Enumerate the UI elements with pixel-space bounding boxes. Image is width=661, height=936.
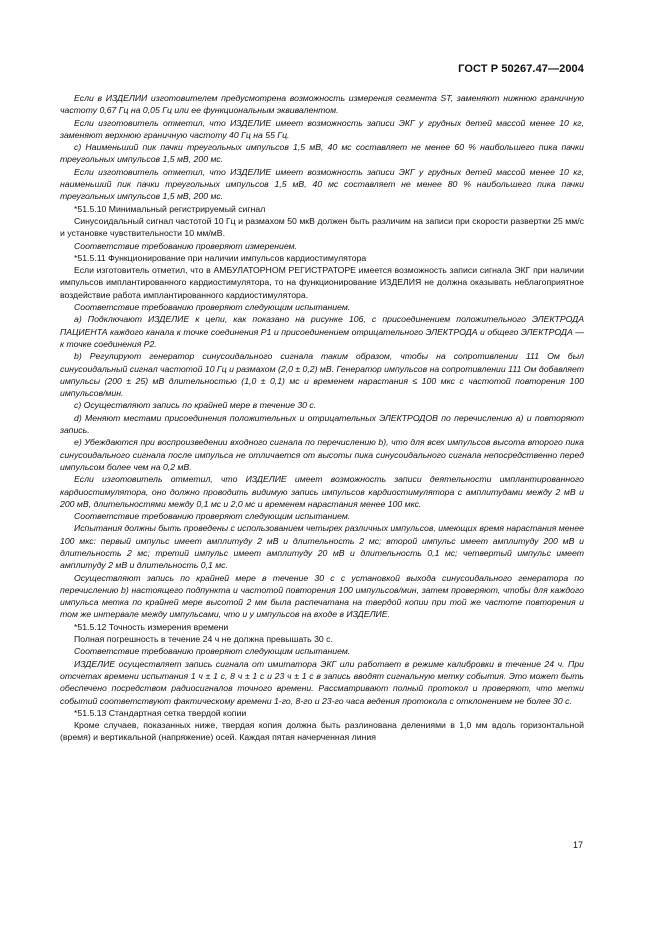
paragraph: d) Меняют местами присоединения положительных и отрицательных ЭЛЕКТРОДОВ по перечислению а) и повторяют запись. <box>60 412 584 436</box>
paragraph: Испытания должны быть проведены с использованием четырех различных импульсов, имеющих время нарастания менее 100 мкс: первый импульс имеет амплитуду 2 мВ и длительность 2 мс; второй импульс имеет амплитуду 200 мВ и длительность 2 мс; третий импульс имеет амплитуду 20 мВ и длительность 0,1 мс; четвертый импульс имеет амплитуду 2 мВ и длительность 0,1 мс. <box>60 523 584 571</box>
paragraph: с) Осуществляют запись по крайней мере в течение 30 с. <box>74 400 317 411</box>
paragraph: Если изготовитель отметил, что в АМБУЛАТОРНОМ РЕГИСТРАТОРЕ имеется возможность записи сигнала ЭКГ при наличии импульсов имплантированного кардиостимулятора, то на функционирование ИЗДЕЛИЯ не должна оказывать неблагоприятное воздействие работа имплантированного кардиостимулятора. <box>60 265 584 300</box>
document-header: ГОСТ Р 50267.47—2004 <box>458 63 584 75</box>
clause-heading: *51.5.13 Стандартная сетка твердой копии <box>74 707 247 718</box>
paragraph: Осуществляют запись по крайней мере в течение 30 с с установкой выхода синусоидального генератора по перечислению b) настоящего подпункта и частотой повторения 100 импульсов/мин, затем проверяют, чтобы для каждого импульса метка по крайней мере высотой 2 мм была распечатана на твердой копии при той же частоте повторения и том же интервале между импульсами, что и у импульсов на входе в ИЗДЕЛИЕ. <box>60 572 584 620</box>
paragraph: а) Подключают ИЗДЕЛИЕ к цепи, как показано на рисунке 106, с присоединением положительного ЭЛЕКТРОДА ПАЦИЕНТА каждого канала к точке соединения Р1 и присоединением отрицательного ЭЛЕКТРОДА и общего ЭЛЕКТРОДА — к точке соединения Р2. <box>60 314 584 349</box>
paragraph: Соответствие требованию проверяют следующим испытанием. <box>74 302 351 313</box>
clause-heading: *51.5.10 Минимальный регистрируемый сигнал <box>74 203 266 214</box>
paragraph: Если изготовитель отметил, что ИЗДЕЛИЕ имеет возможность записи ЭКГ у грудных детей массой менее 10 кг, наименьший пик пачки треугольных импульсов 1,5 мВ, 40 мс составляет не менее 80 % наибольшего пика пачки треугольных импульсов 1,5 мВ, 200 мс. <box>60 166 584 202</box>
paragraph: ИЗДЕЛИЕ осуществляет запись сигнала от имитатора ЭКГ или работает в режиме калибровки в течение 24 ч. При отсчетах времени испытания 1 ч ± 1 с, 8 ч ± 1 с и 23 ч ± 1 с в запись вводят сигнальную метку события. Это может быть обеспечено посредством радиосигналов точного времени. Рассматривают полный протокол и проверяют, что метки событий соответствуют фактическому времени 1-го, 8-го и 23-го часа ведения протокола с отклонением не более 30 с. <box>60 658 584 706</box>
paragraph: с) Наименьший пик пачки треугольных импульсов 1,5 мВ, 40 мс составляет не менее 60 % наибольшего пика пачки треугольных импульсов 1,5 мВ, 200 мс. <box>60 142 584 165</box>
clause-heading: *51.5.12 Точность измерения времени <box>74 621 229 632</box>
paragraph: Полная погрешность в течение 24 ч не должна превышать 30 с. <box>74 634 333 645</box>
paragraph: Если изготовитель отметил, что ИЗДЕЛИЕ имеет возможность записи деятельности имплантированного кардиостимулятора, оно должно проводить видимую запись импульсов кардиостимулятора с амплитудами между 2 мВ и 200 мВ, длительностями между 0,1 мс и 2,0 мс и временем нарастания менее 100 мкс. <box>60 474 584 509</box>
paragraph: Если изготовитель отметил, что ИЗДЕЛИЕ имеет возможность записи ЭКГ у грудных детей массой менее 10 кг, заменяют верхнюю граничную частоту 40 Гц на 55 Гц. <box>60 117 584 140</box>
paragraph: Соответствие требованию проверяют следующим испытанием. <box>74 646 351 657</box>
document-body <box>60 92 584 744</box>
paragraph: Соответствие требованию проверяют измерением. <box>74 240 297 251</box>
page-number: 17 <box>572 840 583 850</box>
clause-heading: *51.5.11 Функционирование при наличии импульсов кардиостимулятора <box>74 252 367 263</box>
paragraph: Синусоидальный сигнал частотой 10 Гц и размахом 50 мкВ должен быть различим на записи при скорости развертки 25 мм/с и установке чувствительности 10 мм/мВ. <box>60 215 584 239</box>
paragraph: е) Убеждаются при воспроизведении входного сигнала по перечислению b), что для всех импульсов высота второго пика синусоидального сигнала после импульса не отличается от высоты пика синусоидального сигнала непосредственно перед импульсом более чем на 0,2 мВ. <box>60 437 584 472</box>
paragraph: Кроме случаев, показанных ниже, твердая копия должна быть разлинована делениями в 1,0 мм вдоль горизонтальной (время) и вертикальной (напряжение) осей. Каждая пятая начерченная линия <box>60 720 584 743</box>
paragraph: Если в ИЗДЕЛИИ изготовителем предусмотрена возможность измерения сегмента ST, заменяют нижнюю граничную частоту 0,67 Гц на 0,05 Гц или ее функциональным эквивалентом. <box>60 93 584 116</box>
paragraph: Соответствие требованию проверяют следующим испытанием. <box>74 511 351 522</box>
paragraph: b) Регулируют генератор синусоидального сигнала таким образом, чтобы на сопротивлении 111 Ом был синусоидальный сигнал частотой 10 Гц и размахом (2,0 ± 0,2) мВ. Генератор импульсов на сопротивлении 111 Ом добавляет импульсы (200 ± 25) мВ длительностью (1,0 ± 0,1) мс и временем нарастания ≤ 100 мкс с частотой повторения 100 импульсов/мин. <box>60 351 584 399</box>
